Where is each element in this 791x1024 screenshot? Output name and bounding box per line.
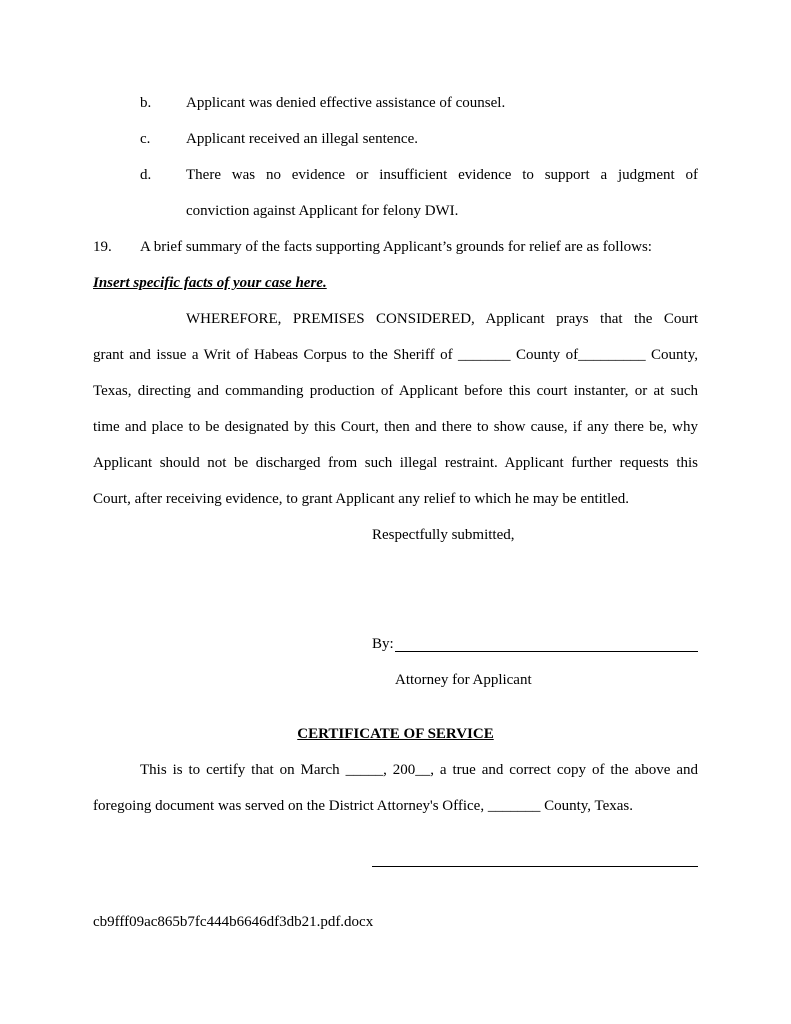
ground-b-marker: b. — [140, 95, 152, 111]
prayer-line-6: Court, after receiving evidence, to grant Applicant any relief to which he may be entitled. — [93, 491, 630, 507]
certificate-signature-line — [372, 866, 698, 867]
prayer-line-5: Applicant should not be discharged from such illegal restraint. Applicant further requests this — [93, 455, 698, 471]
prayer-line-3: Texas, directing and commanding production of Applicant before this court instanter, or at such — [93, 383, 698, 399]
item-19-number: 19. — [93, 239, 112, 255]
footer-filename: cb9fff09ac865b7fc444b6646df3db21.pdf.docx — [93, 914, 374, 930]
signature-line — [395, 651, 698, 652]
ground-c-marker: c. — [140, 131, 151, 147]
ground-d-text-line1: There was no evidence or insufficient evidence to support a judgment of — [186, 167, 698, 183]
by-label: By: — [372, 636, 394, 652]
certificate-heading: CERTIFICATE OF SERVICE — [297, 726, 494, 742]
certificate-line-2: foregoing document was served on the District Attorney's Office, _______ County, Texas. — [93, 798, 634, 814]
prayer-line-1: WHEREFORE, PREMISES CONSIDERED, Applicant prays that the Court — [186, 311, 698, 327]
prayer-line-4: time and place to be designated by this Court, then and there to show cause, if any there be, why — [93, 419, 698, 435]
insert-facts-instruction: Insert specific facts of your case here. — [93, 275, 327, 291]
ground-d-text-line2: conviction against Applicant for felony DWI. — [186, 203, 459, 219]
certificate-line-1: This is to certify that on March _____, 200__, a true and correct copy of the above and — [140, 762, 698, 778]
ground-c-text: Applicant received an illegal sentence. — [186, 131, 418, 147]
ground-b-text: Applicant was denied effective assistance of counsel. — [186, 95, 506, 111]
attorney-title: Attorney for Applicant — [395, 672, 532, 688]
closing-text: Respectfully submitted, — [372, 527, 515, 543]
ground-d-marker: d. — [140, 167, 152, 183]
item-19-text: A brief summary of the facts supporting Applicant’s grounds for relief are as follows: — [140, 239, 652, 255]
prayer-line-2: grant and issue a Writ of Habeas Corpus to the Sheriff of _______ County of_________ County, — [93, 347, 698, 363]
